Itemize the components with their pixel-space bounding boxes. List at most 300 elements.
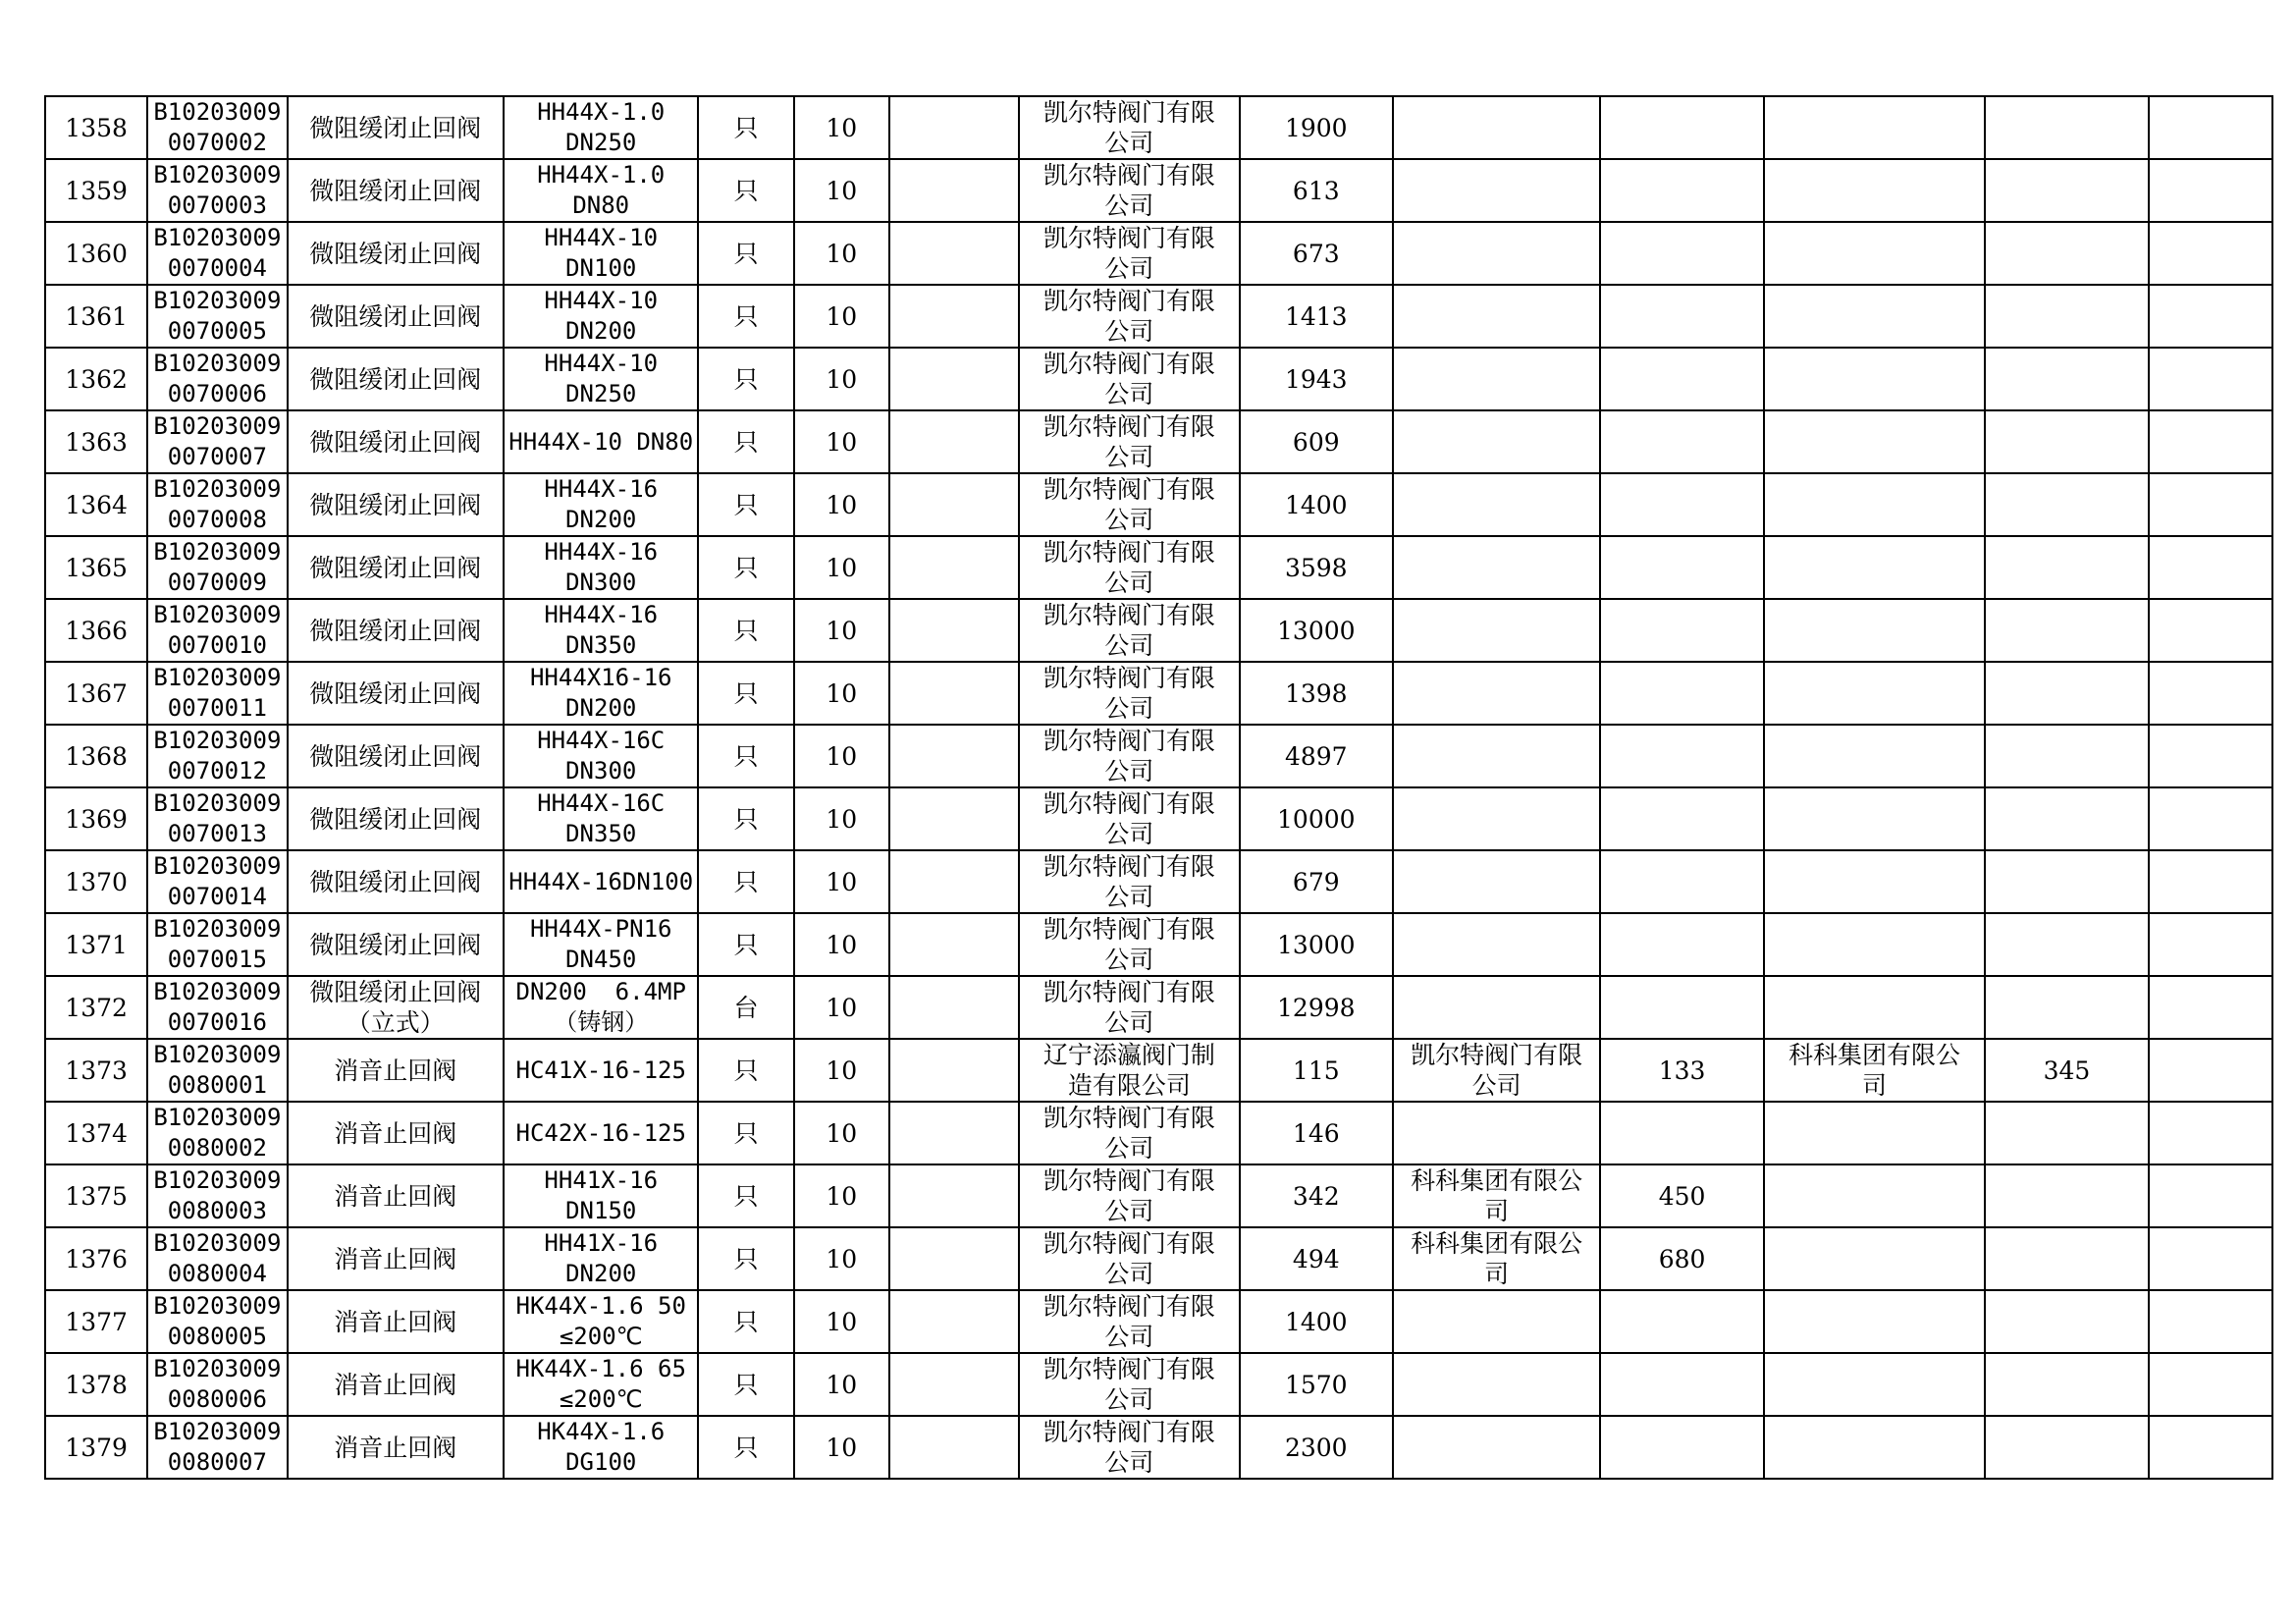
supplier-2-cell [1393, 850, 1600, 913]
quantity-cell: 10 [794, 913, 889, 976]
blank-cell [889, 976, 1019, 1039]
supplier-3-cell [1764, 410, 1985, 473]
extra-cell [2149, 1039, 2272, 1102]
model-spec-cell: HH44X-PN16 DN450 [504, 913, 698, 976]
unit-cell: 只 [698, 1039, 793, 1102]
material-code-cell: B10203009 0070003 [147, 159, 287, 222]
row-number-cell: 1375 [45, 1164, 147, 1227]
supplier-1-cell: 凯尔特阀门有限 公司 [1019, 1227, 1239, 1290]
table-row [45, 913, 2272, 976]
row-number-cell: 1370 [45, 850, 147, 913]
supplier-3-cell [1764, 1102, 1985, 1164]
extra-cell [2149, 348, 2272, 410]
item-name-cell: 消音止回阀 [288, 1290, 504, 1353]
price-3-cell [1985, 976, 2148, 1039]
price-3-cell [1985, 1164, 2148, 1227]
material-code-cell: B10203009 0080004 [147, 1227, 287, 1290]
row-number-cell: 1369 [45, 787, 147, 850]
item-name-cell: 微阻缓闭止回阀 （立式） [288, 976, 504, 1039]
table-row [45, 536, 2272, 599]
blank-cell [889, 1227, 1019, 1290]
model-spec-cell: HC41X-16-125 [504, 1039, 698, 1102]
blank-cell [889, 850, 1019, 913]
supplier-3-cell [1764, 96, 1985, 159]
extra-cell [2149, 96, 2272, 159]
price-3-cell [1985, 1102, 2148, 1164]
row-number-cell: 1360 [45, 222, 147, 285]
price-1-cell: 1413 [1240, 285, 1393, 348]
blank-cell [889, 662, 1019, 725]
price-3-cell [1985, 725, 2148, 787]
quantity-cell: 10 [794, 1290, 889, 1353]
model-spec-cell: HH44X-1.0 DN80 [504, 159, 698, 222]
blank-cell [889, 536, 1019, 599]
item-name-cell: 微阻缓闭止回阀 [288, 410, 504, 473]
row-number-cell: 1359 [45, 159, 147, 222]
price-1-cell: 1570 [1240, 1353, 1393, 1416]
supplier-1-cell: 凯尔特阀门有限 公司 [1019, 1353, 1239, 1416]
price-1-cell: 13000 [1240, 913, 1393, 976]
model-spec-cell: DN200 6.4MP （铸钢） [504, 976, 698, 1039]
price-1-cell: 115 [1240, 1039, 1393, 1102]
price-2-cell [1600, 473, 1763, 536]
supplier-1-cell: 凯尔特阀门有限 公司 [1019, 1102, 1239, 1164]
model-spec-cell: HH44X-16DN100 [504, 850, 698, 913]
blank-cell [889, 913, 1019, 976]
supplier-3-cell [1764, 473, 1985, 536]
table-row [45, 1039, 2272, 1102]
blank-cell [889, 1039, 1019, 1102]
supplier-2-cell: 科科集团有限公 司 [1393, 1164, 1600, 1227]
material-code-cell: B10203009 0070012 [147, 725, 287, 787]
blank-cell [889, 1290, 1019, 1353]
price-2-cell [1600, 1353, 1763, 1416]
supplier-3-cell [1764, 976, 1985, 1039]
supplier-3-cell [1764, 599, 1985, 662]
item-name-cell: 消音止回阀 [288, 1416, 504, 1479]
extra-cell [2149, 1416, 2272, 1479]
supplier-2-cell [1393, 725, 1600, 787]
row-number-cell: 1376 [45, 1227, 147, 1290]
quantity-cell: 10 [794, 662, 889, 725]
quantity-cell: 10 [794, 599, 889, 662]
model-spec-cell: HK44X-1.6 DG100 [504, 1416, 698, 1479]
table-row [45, 787, 2272, 850]
table-row [45, 1416, 2272, 1479]
material-code-cell: B10203009 0070010 [147, 599, 287, 662]
price-1-cell: 10000 [1240, 787, 1393, 850]
supplier-1-cell: 凯尔特阀门有限 公司 [1019, 976, 1239, 1039]
quantity-cell: 10 [794, 473, 889, 536]
item-name-cell: 消音止回阀 [288, 1039, 504, 1102]
price-2-cell [1600, 348, 1763, 410]
price-3-cell [1985, 850, 2148, 913]
unit-cell: 只 [698, 599, 793, 662]
material-code-cell: B10203009 0070007 [147, 410, 287, 473]
supplier-3-cell [1764, 348, 1985, 410]
supplier-2-cell: 科科集团有限公 司 [1393, 1227, 1600, 1290]
price-1-cell: 673 [1240, 222, 1393, 285]
unit-cell: 只 [698, 1227, 793, 1290]
quantity-cell: 10 [794, 1353, 889, 1416]
model-spec-cell: HH44X-10 DN100 [504, 222, 698, 285]
quantity-cell: 10 [794, 725, 889, 787]
model-spec-cell: HH44X-16C DN300 [504, 725, 698, 787]
blank-cell [889, 159, 1019, 222]
material-code-cell: B10203009 0070008 [147, 473, 287, 536]
price-3-cell [1985, 1353, 2148, 1416]
unit-cell: 只 [698, 850, 793, 913]
price-1-cell: 1400 [1240, 1290, 1393, 1353]
table-row [45, 662, 2272, 725]
unit-cell: 只 [698, 536, 793, 599]
price-3-cell [1985, 599, 2148, 662]
material-code-cell: B10203009 0070013 [147, 787, 287, 850]
price-3-cell [1985, 159, 2148, 222]
model-spec-cell: HH44X-16 DN200 [504, 473, 698, 536]
unit-cell: 只 [698, 1102, 793, 1164]
unit-cell: 只 [698, 1353, 793, 1416]
blank-cell [889, 1416, 1019, 1479]
item-name-cell: 微阻缓闭止回阀 [288, 850, 504, 913]
material-code-cell: B10203009 0070006 [147, 348, 287, 410]
unit-cell: 台 [698, 976, 793, 1039]
quantity-cell: 10 [794, 96, 889, 159]
supplier-2-cell [1393, 1353, 1600, 1416]
price-2-cell [1600, 787, 1763, 850]
material-code-cell: B10203009 0080001 [147, 1039, 287, 1102]
price-3-cell [1985, 410, 2148, 473]
table-row [45, 1227, 2272, 1290]
supplier-2-cell [1393, 536, 1600, 599]
unit-cell: 只 [698, 96, 793, 159]
supplier-2-cell [1393, 410, 1600, 473]
price-1-cell: 342 [1240, 1164, 1393, 1227]
unit-cell: 只 [698, 285, 793, 348]
unit-cell: 只 [698, 1416, 793, 1479]
supplier-2-cell [1393, 473, 1600, 536]
table-body [45, 96, 2272, 1479]
table-row [45, 725, 2272, 787]
table-row [45, 348, 2272, 410]
item-name-cell: 微阻缓闭止回阀 [288, 159, 504, 222]
supplier-1-cell: 凯尔特阀门有限 公司 [1019, 285, 1239, 348]
extra-cell [2149, 1290, 2272, 1353]
row-number-cell: 1363 [45, 410, 147, 473]
quantity-cell: 10 [794, 536, 889, 599]
price-3-cell [1985, 913, 2148, 976]
extra-cell [2149, 1227, 2272, 1290]
supplier-2-cell: 凯尔特阀门有限 公司 [1393, 1039, 1600, 1102]
supplier-1-cell: 辽宁添瀛阀门制 造有限公司 [1019, 1039, 1239, 1102]
blank-cell [889, 473, 1019, 536]
item-name-cell: 微阻缓闭止回阀 [288, 662, 504, 725]
supplier-2-cell [1393, 1416, 1600, 1479]
row-number-cell: 1364 [45, 473, 147, 536]
blank-cell [889, 96, 1019, 159]
supplier-1-cell: 凯尔特阀门有限 公司 [1019, 787, 1239, 850]
table-row [45, 1353, 2272, 1416]
row-number-cell: 1365 [45, 536, 147, 599]
item-name-cell: 微阻缓闭止回阀 [288, 473, 504, 536]
supplier-2-cell [1393, 159, 1600, 222]
item-name-cell: 微阻缓闭止回阀 [288, 599, 504, 662]
supplier-2-cell [1393, 787, 1600, 850]
unit-cell: 只 [698, 348, 793, 410]
item-name-cell: 微阻缓闭止回阀 [288, 285, 504, 348]
price-2-cell [1600, 725, 1763, 787]
price-2-cell [1600, 96, 1763, 159]
quantity-cell: 10 [794, 285, 889, 348]
price-2-cell [1600, 285, 1763, 348]
price-2-cell [1600, 159, 1763, 222]
row-number-cell: 1373 [45, 1039, 147, 1102]
blank-cell [889, 348, 1019, 410]
blank-cell [889, 599, 1019, 662]
extra-cell [2149, 662, 2272, 725]
supplier-3-cell [1764, 913, 1985, 976]
table-row [45, 159, 2272, 222]
blank-cell [889, 285, 1019, 348]
price-1-cell: 3598 [1240, 536, 1393, 599]
unit-cell: 只 [698, 1164, 793, 1227]
model-spec-cell: HH44X-16 DN300 [504, 536, 698, 599]
extra-cell [2149, 159, 2272, 222]
supplier-1-cell: 凯尔特阀门有限 公司 [1019, 662, 1239, 725]
row-number-cell: 1378 [45, 1353, 147, 1416]
price-1-cell: 146 [1240, 1102, 1393, 1164]
supplier-3-cell [1764, 1290, 1985, 1353]
quantity-cell: 10 [794, 787, 889, 850]
supplier-1-cell: 凯尔特阀门有限 公司 [1019, 536, 1239, 599]
supplier-3-cell [1764, 222, 1985, 285]
model-spec-cell: HH44X-16 DN350 [504, 599, 698, 662]
price-3-cell [1985, 1416, 2148, 1479]
quantity-cell: 10 [794, 1102, 889, 1164]
blank-cell [889, 1102, 1019, 1164]
material-code-cell: B10203009 0080005 [147, 1290, 287, 1353]
extra-cell [2149, 725, 2272, 787]
unit-cell: 只 [698, 1290, 793, 1353]
supplier-3-cell [1764, 1353, 1985, 1416]
supplier-3-cell [1764, 159, 1985, 222]
supplier-1-cell: 凯尔特阀门有限 公司 [1019, 850, 1239, 913]
supplier-1-cell: 凯尔特阀门有限 公司 [1019, 1290, 1239, 1353]
unit-cell: 只 [698, 725, 793, 787]
model-spec-cell: HH44X-10 DN200 [504, 285, 698, 348]
price-1-cell: 613 [1240, 159, 1393, 222]
supplier-1-cell: 凯尔特阀门有限 公司 [1019, 913, 1239, 976]
quantity-cell: 10 [794, 1227, 889, 1290]
quantity-cell: 10 [794, 1039, 889, 1102]
model-spec-cell: HC42X-16-125 [504, 1102, 698, 1164]
model-spec-cell: HH44X-1.0 DN250 [504, 96, 698, 159]
material-code-cell: B10203009 0080002 [147, 1102, 287, 1164]
row-number-cell: 1366 [45, 599, 147, 662]
extra-cell [2149, 1102, 2272, 1164]
price-3-cell [1985, 285, 2148, 348]
supplier-3-cell [1764, 1416, 1985, 1479]
supplier-1-cell: 凯尔特阀门有限 公司 [1019, 159, 1239, 222]
price-1-cell: 4897 [1240, 725, 1393, 787]
price-list-table [44, 95, 2273, 1480]
unit-cell: 只 [698, 410, 793, 473]
item-name-cell: 微阻缓闭止回阀 [288, 725, 504, 787]
supplier-2-cell [1393, 285, 1600, 348]
price-3-cell [1985, 787, 2148, 850]
item-name-cell: 微阻缓闭止回阀 [288, 222, 504, 285]
quantity-cell: 10 [794, 159, 889, 222]
material-code-cell: B10203009 0070009 [147, 536, 287, 599]
price-2-cell [1600, 1102, 1763, 1164]
material-code-cell: B10203009 0070015 [147, 913, 287, 976]
extra-cell [2149, 787, 2272, 850]
price-1-cell: 679 [1240, 850, 1393, 913]
blank-cell [889, 787, 1019, 850]
quantity-cell: 10 [794, 1416, 889, 1479]
item-name-cell: 消音止回阀 [288, 1164, 504, 1227]
price-3-cell [1985, 1227, 2148, 1290]
unit-cell: 只 [698, 787, 793, 850]
extra-cell [2149, 599, 2272, 662]
price-3-cell [1985, 96, 2148, 159]
quantity-cell: 10 [794, 410, 889, 473]
price-3-cell [1985, 473, 2148, 536]
price-2-cell [1600, 1416, 1763, 1479]
extra-cell [2149, 285, 2272, 348]
material-code-cell: B10203009 0070002 [147, 96, 287, 159]
price-3-cell: 345 [1985, 1039, 2148, 1102]
material-code-cell: B10203009 0070011 [147, 662, 287, 725]
supplier-1-cell: 凯尔特阀门有限 公司 [1019, 222, 1239, 285]
row-number-cell: 1377 [45, 1290, 147, 1353]
supplier-3-cell [1764, 662, 1985, 725]
item-name-cell: 消音止回阀 [288, 1102, 504, 1164]
extra-cell [2149, 1164, 2272, 1227]
item-name-cell: 微阻缓闭止回阀 [288, 96, 504, 159]
material-code-cell: B10203009 0070005 [147, 285, 287, 348]
item-name-cell: 消音止回阀 [288, 1227, 504, 1290]
item-name-cell: 消音止回阀 [288, 1353, 504, 1416]
price-2-cell [1600, 222, 1763, 285]
price-2-cell [1600, 913, 1763, 976]
price-2-cell: 450 [1600, 1164, 1763, 1227]
supplier-1-cell: 凯尔特阀门有限 公司 [1019, 410, 1239, 473]
supplier-2-cell [1393, 662, 1600, 725]
row-number-cell: 1358 [45, 96, 147, 159]
model-spec-cell: HH44X16-16 DN200 [504, 662, 698, 725]
supplier-1-cell: 凯尔特阀门有限 公司 [1019, 1416, 1239, 1479]
price-3-cell [1985, 348, 2148, 410]
quantity-cell: 10 [794, 222, 889, 285]
supplier-2-cell [1393, 913, 1600, 976]
quantity-cell: 10 [794, 976, 889, 1039]
price-2-cell [1600, 662, 1763, 725]
price-2-cell [1600, 850, 1763, 913]
supplier-1-cell: 凯尔特阀门有限 公司 [1019, 96, 1239, 159]
unit-cell: 只 [698, 222, 793, 285]
table-row [45, 96, 2272, 159]
material-code-cell: B10203009 0070014 [147, 850, 287, 913]
price-3-cell [1985, 222, 2148, 285]
table-row [45, 473, 2272, 536]
row-number-cell: 1368 [45, 725, 147, 787]
row-number-cell: 1361 [45, 285, 147, 348]
model-spec-cell: HH44X-16C DN350 [504, 787, 698, 850]
blank-cell [889, 725, 1019, 787]
price-2-cell: 680 [1600, 1227, 1763, 1290]
table-row [45, 1102, 2272, 1164]
price-1-cell: 2300 [1240, 1416, 1393, 1479]
supplier-2-cell [1393, 348, 1600, 410]
extra-cell [2149, 473, 2272, 536]
unit-cell: 只 [698, 159, 793, 222]
price-1-cell: 12998 [1240, 976, 1393, 1039]
table-row [45, 1164, 2272, 1227]
table-row [45, 976, 2272, 1039]
supplier-3-cell [1764, 285, 1985, 348]
model-spec-cell: HH41X-16 DN150 [504, 1164, 698, 1227]
price-1-cell: 13000 [1240, 599, 1393, 662]
price-3-cell [1985, 662, 2148, 725]
price-1-cell: 1400 [1240, 473, 1393, 536]
supplier-3-cell [1764, 536, 1985, 599]
blank-cell [889, 1164, 1019, 1227]
blank-cell [889, 222, 1019, 285]
row-number-cell: 1374 [45, 1102, 147, 1164]
quantity-cell: 10 [794, 348, 889, 410]
material-code-cell: B10203009 0070016 [147, 976, 287, 1039]
table-row [45, 850, 2272, 913]
price-1-cell: 1900 [1240, 96, 1393, 159]
supplier-3-cell: 科科集团有限公 司 [1764, 1039, 1985, 1102]
supplier-2-cell [1393, 1102, 1600, 1164]
extra-cell [2149, 850, 2272, 913]
row-number-cell: 1362 [45, 348, 147, 410]
supplier-3-cell [1764, 787, 1985, 850]
table-row [45, 599, 2272, 662]
unit-cell: 只 [698, 662, 793, 725]
price-2-cell [1600, 536, 1763, 599]
material-code-cell: B10203009 0070004 [147, 222, 287, 285]
supplier-2-cell [1393, 599, 1600, 662]
model-spec-cell: HH41X-16 DN200 [504, 1227, 698, 1290]
extra-cell [2149, 410, 2272, 473]
extra-cell [2149, 222, 2272, 285]
row-number-cell: 1379 [45, 1416, 147, 1479]
supplier-3-cell [1764, 850, 1985, 913]
price-1-cell: 494 [1240, 1227, 1393, 1290]
supplier-1-cell: 凯尔特阀门有限 公司 [1019, 473, 1239, 536]
model-spec-cell: HH44X-10 DN250 [504, 348, 698, 410]
table-row [45, 285, 2272, 348]
material-code-cell: B10203009 0080003 [147, 1164, 287, 1227]
price-3-cell [1985, 536, 2148, 599]
model-spec-cell: HH44X-10 DN80 [504, 410, 698, 473]
supplier-2-cell [1393, 96, 1600, 159]
table-row [45, 1290, 2272, 1353]
price-3-cell [1985, 1290, 2148, 1353]
model-spec-cell: HK44X-1.6 50 ≤200℃ [504, 1290, 698, 1353]
supplier-2-cell [1393, 976, 1600, 1039]
quantity-cell: 10 [794, 1164, 889, 1227]
blank-cell [889, 1353, 1019, 1416]
supplier-2-cell [1393, 222, 1600, 285]
price-1-cell: 1943 [1240, 348, 1393, 410]
model-spec-cell: HK44X-1.6 65 ≤200℃ [504, 1353, 698, 1416]
price-2-cell [1600, 410, 1763, 473]
price-1-cell: 1398 [1240, 662, 1393, 725]
